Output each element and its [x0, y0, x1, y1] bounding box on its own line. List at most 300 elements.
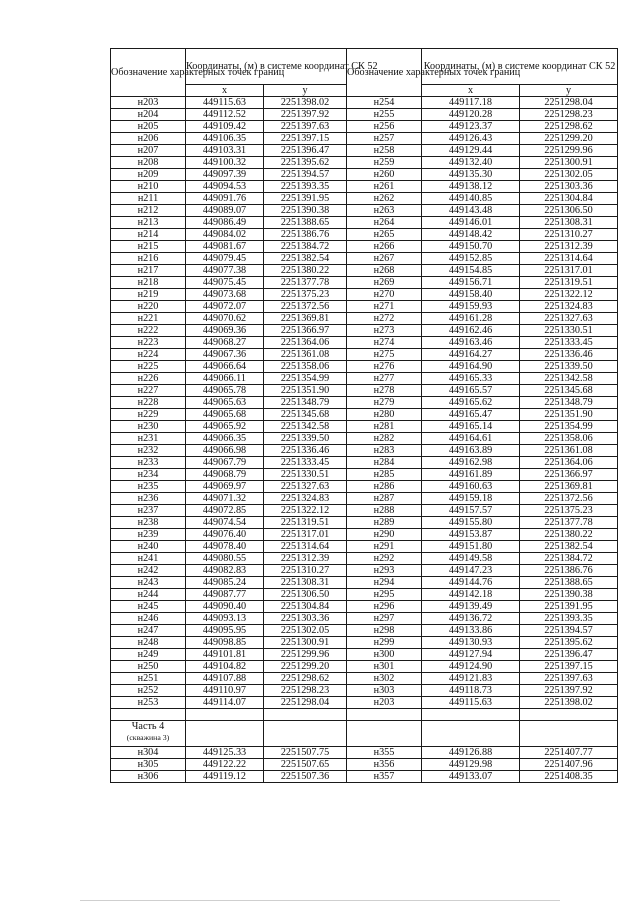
left-point-id: н212: [111, 205, 186, 217]
left-x-value: 449084.02: [186, 229, 264, 241]
left-y-value: 2251397.92: [264, 109, 347, 121]
left-y-value: 2251317.01: [264, 529, 347, 541]
right-y-value: 2251304.84: [520, 193, 618, 205]
left-y-value: 2251358.06: [264, 361, 347, 373]
right-x-value: 449132.40: [422, 157, 520, 169]
left-point-id: н243: [111, 577, 186, 589]
left-x-value: 449080.55: [186, 553, 264, 565]
left-x-value: 449107.88: [186, 673, 264, 685]
right-coords-header: Координаты, (м) в системе координат СК 52: [422, 49, 618, 85]
left-x-value: 449104.82: [186, 661, 264, 673]
right-point-id: н290: [347, 529, 422, 541]
right-y-value: 2251377.78: [520, 517, 618, 529]
right-x-value: 449165.33: [422, 373, 520, 385]
right-point-id: н266: [347, 241, 422, 253]
right-x-value: 449164.27: [422, 349, 520, 361]
left-point-id: н245: [111, 601, 186, 613]
right-y-value: 2251298.23: [520, 109, 618, 121]
right-y-value: 2251330.51: [520, 325, 618, 337]
right-y-value: 2251364.06: [520, 457, 618, 469]
table-row: [111, 253, 618, 265]
left-x-value: 449115.63: [186, 97, 264, 109]
right-y-value: 2251319.51: [520, 277, 618, 289]
right-point-id: н258: [347, 145, 422, 157]
left-x-value: 449114.07: [186, 697, 264, 709]
left-x-value: 449112.52: [186, 109, 264, 121]
left-x-value: 449068.27: [186, 337, 264, 349]
left-y-value: 2251303.36: [264, 613, 347, 625]
left-point-id: н247: [111, 625, 186, 637]
left-point-id: н248: [111, 637, 186, 649]
right-point-id: н297: [347, 613, 422, 625]
right-x-value: 449156.71: [422, 277, 520, 289]
left-y-value: 2251507.36: [264, 771, 347, 783]
right-x-value: 449165.14: [422, 421, 520, 433]
right-point-id: н262: [347, 193, 422, 205]
table-row: [111, 661, 618, 673]
left-y-value: 2251391.95: [264, 193, 347, 205]
table-row: [111, 109, 618, 121]
right-point-id: н268: [347, 265, 422, 277]
right-point-id: н293: [347, 565, 422, 577]
right-y-value: 2251390.38: [520, 589, 618, 601]
right-y-value: 2251388.65: [520, 577, 618, 589]
table-row: [111, 133, 618, 145]
left-point-id: н226: [111, 373, 186, 385]
right-point-id: н292: [347, 553, 422, 565]
right-x-value: 449159.93: [422, 301, 520, 313]
right-y-value: 2251397.63: [520, 673, 618, 685]
right-x-value: 449160.63: [422, 481, 520, 493]
right-x-value: 449133.86: [422, 625, 520, 637]
right-point-id: н298: [347, 625, 422, 637]
left-y-value: 2251298.62: [264, 673, 347, 685]
left-y-value: 2251397.15: [264, 133, 347, 145]
empty-cell: [186, 721, 264, 747]
right-x-value: 449150.70: [422, 241, 520, 253]
left-y-value: 2251372.56: [264, 301, 347, 313]
table-row: [111, 649, 618, 661]
table-row: [111, 481, 618, 493]
right-point-id: н273: [347, 325, 422, 337]
right-point-id: н254: [347, 97, 422, 109]
right-x-value: 449120.28: [422, 109, 520, 121]
left-x-value: 449066.11: [186, 373, 264, 385]
left-y-value: 2251312.39: [264, 553, 347, 565]
right-x-value: 449165.57: [422, 385, 520, 397]
right-point-id: н302: [347, 673, 422, 685]
left-x-value: 449097.39: [186, 169, 264, 181]
right-y-value: 2251393.35: [520, 613, 618, 625]
part-4-label: [111, 721, 186, 747]
right-x-value: 449129.98: [422, 759, 520, 771]
left-y-value: 2251380.22: [264, 265, 347, 277]
left-point-id: н211: [111, 193, 186, 205]
empty-cell: [520, 709, 618, 721]
left-point-id: н240: [111, 541, 186, 553]
left-y-value: 2251319.51: [264, 517, 347, 529]
left-x-value: 449119.12: [186, 771, 264, 783]
right-point-id: н260: [347, 169, 422, 181]
left-point-id: н250: [111, 661, 186, 673]
right-point-id: н289: [347, 517, 422, 529]
left-point-id: н216: [111, 253, 186, 265]
right-point-id: н301: [347, 661, 422, 673]
empty-cell: [264, 721, 347, 747]
part-4-body: [111, 747, 618, 783]
left-x-value: 449086.49: [186, 217, 264, 229]
left-x-value: 449094.53: [186, 181, 264, 193]
left-point-id: н230: [111, 421, 186, 433]
right-point-id: н259: [347, 157, 422, 169]
right-x-value: 449126.43: [422, 133, 520, 145]
table-row: [111, 337, 618, 349]
left-x-value: 449098.85: [186, 637, 264, 649]
left-point-id: н214: [111, 229, 186, 241]
left-y-value: 2251306.50: [264, 589, 347, 601]
part-4-title: Часть 4: [131, 721, 165, 732]
right-x-value: 449162.46: [422, 325, 520, 337]
right-point-id: н275: [347, 349, 422, 361]
right-x-value: 449164.61: [422, 433, 520, 445]
right-y-value: 2251396.47: [520, 649, 618, 661]
left-x-value: 449072.85: [186, 505, 264, 517]
right-point-id: н284: [347, 457, 422, 469]
right-x-value: 449123.37: [422, 121, 520, 133]
right-x-value: 449146.01: [422, 217, 520, 229]
left-x-value: 449100.32: [186, 157, 264, 169]
right-point-id: н271: [347, 301, 422, 313]
left-y-value: 2251298.23: [264, 685, 347, 697]
left-point-id: н215: [111, 241, 186, 253]
left-x-value: 449065.63: [186, 397, 264, 409]
right-y-value: 2251384.72: [520, 553, 618, 565]
left-point-id: н209: [111, 169, 186, 181]
right-point-id: н267: [347, 253, 422, 265]
table-row: [111, 529, 618, 541]
empty-cell: [111, 709, 186, 721]
right-point-id: н257: [347, 133, 422, 145]
left-y-value: 2251324.83: [264, 493, 347, 505]
left-point-id: н219: [111, 289, 186, 301]
right-y-value: 2251333.45: [520, 337, 618, 349]
table-row: [111, 157, 618, 169]
table-row: [111, 759, 618, 771]
left-x-value: 449081.67: [186, 241, 264, 253]
left-x-value: 449076.40: [186, 529, 264, 541]
right-y-value: 2251298.04: [520, 97, 618, 109]
right-y-value: 2251398.02: [520, 697, 618, 709]
left-point-id: н306: [111, 771, 186, 783]
table-row: [111, 685, 618, 697]
right-y-value: 2251324.83: [520, 301, 618, 313]
right-point-id: н256: [347, 121, 422, 133]
left-y-value: 2251390.38: [264, 205, 347, 217]
left-y-value: 2251394.57: [264, 169, 347, 181]
right-point-id: н283: [347, 445, 422, 457]
left-x-value: 449089.07: [186, 205, 264, 217]
right-y-value: 2251299.96: [520, 145, 618, 157]
left-point-id: н304: [111, 747, 186, 759]
left-y-value: 2251386.76: [264, 229, 347, 241]
right-y-value: 2251395.62: [520, 637, 618, 649]
left-point-id: н235: [111, 481, 186, 493]
left-y-value: 2251310.27: [264, 565, 347, 577]
left-point-id: н232: [111, 445, 186, 457]
right-point-id: н276: [347, 361, 422, 373]
right-y-value: 2251386.76: [520, 565, 618, 577]
left-point-id: н249: [111, 649, 186, 661]
left-y-value: 2251375.23: [264, 289, 347, 301]
left-y-value: 2251361.08: [264, 349, 347, 361]
right-point-id: н288: [347, 505, 422, 517]
left-y-value: 2251345.68: [264, 409, 347, 421]
table-row: [111, 229, 618, 241]
right-y-value: 2251358.06: [520, 433, 618, 445]
table-row: [111, 457, 618, 469]
table-row: [111, 469, 618, 481]
right-x-value: 449147.23: [422, 565, 520, 577]
left-point-id: н223: [111, 337, 186, 349]
right-y-value: 2251317.01: [520, 265, 618, 277]
left-x-header: x: [186, 85, 264, 97]
right-point-id: н303: [347, 685, 422, 697]
left-x-value: 449074.54: [186, 517, 264, 529]
left-y-value: 2251348.79: [264, 397, 347, 409]
left-y-value: 2251366.97: [264, 325, 347, 337]
left-x-value: 449067.36: [186, 349, 264, 361]
table-row: [111, 697, 618, 709]
right-point-id: н294: [347, 577, 422, 589]
left-x-value: 449069.97: [186, 481, 264, 493]
right-x-value: 449165.62: [422, 397, 520, 409]
table-row: [111, 771, 618, 783]
right-y-value: 2251366.97: [520, 469, 618, 481]
left-x-value: 449067.79: [186, 457, 264, 469]
left-y-value: 2251330.51: [264, 469, 347, 481]
right-point-header: Обозначение характерных точек границ: [347, 49, 422, 97]
left-x-value: 449071.32: [186, 493, 264, 505]
right-y-value: 2251391.95: [520, 601, 618, 613]
left-x-value: 449091.76: [186, 193, 264, 205]
right-x-value: 449118.73: [422, 685, 520, 697]
left-x-value: 449077.38: [186, 265, 264, 277]
left-point-id: н224: [111, 349, 186, 361]
left-point-id: н305: [111, 759, 186, 771]
right-point-id: н272: [347, 313, 422, 325]
right-x-value: 449130.93: [422, 637, 520, 649]
left-y-value: 2251339.50: [264, 433, 347, 445]
right-x-value: 449115.63: [422, 697, 520, 709]
left-y-value: 2251314.64: [264, 541, 347, 553]
left-y-value: 2251308.31: [264, 577, 347, 589]
left-y-value: 2251322.12: [264, 505, 347, 517]
right-x-value: 449154.85: [422, 265, 520, 277]
left-point-id: н229: [111, 409, 186, 421]
right-x-value: 449135.30: [422, 169, 520, 181]
right-x-value: 449152.85: [422, 253, 520, 265]
right-y-value: 2251407.77: [520, 747, 618, 759]
right-point-id: н269: [347, 277, 422, 289]
left-point-id: н228: [111, 397, 186, 409]
page-bottom-line: [80, 900, 560, 901]
right-y-value: 2251339.50: [520, 361, 618, 373]
right-y-value: 2251298.62: [520, 121, 618, 133]
table-row: [111, 637, 618, 649]
right-y-value: 2251397.92: [520, 685, 618, 697]
table-row: [111, 301, 618, 313]
empty-cell: [422, 721, 520, 747]
right-x-value: 449121.83: [422, 673, 520, 685]
left-point-id: н208: [111, 157, 186, 169]
left-x-value: 449085.24: [186, 577, 264, 589]
right-x-value: 449163.89: [422, 445, 520, 457]
left-point-id: н252: [111, 685, 186, 697]
left-y-value: 2251369.81: [264, 313, 347, 325]
left-point-id: н241: [111, 553, 186, 565]
right-point-id: н285: [347, 469, 422, 481]
coordinates-body: [111, 97, 618, 709]
right-point-id: н356: [347, 759, 422, 771]
right-y-value: 2251380.22: [520, 529, 618, 541]
left-x-value: 449065.68: [186, 409, 264, 421]
left-y-value: 2251388.65: [264, 217, 347, 229]
table-row: [111, 613, 618, 625]
right-y-value: 2251312.39: [520, 241, 618, 253]
right-x-value: 449142.18: [422, 589, 520, 601]
right-y-value: 2251342.58: [520, 373, 618, 385]
table-row: [111, 373, 618, 385]
left-x-value: 449103.31: [186, 145, 264, 157]
right-y-header: y: [520, 85, 618, 97]
right-x-value: 449144.76: [422, 577, 520, 589]
table-row: [111, 747, 618, 759]
right-x-value: 449164.90: [422, 361, 520, 373]
right-x-value: 449157.57: [422, 505, 520, 517]
left-point-id: н236: [111, 493, 186, 505]
left-point-id: н239: [111, 529, 186, 541]
right-y-value: 2251345.68: [520, 385, 618, 397]
left-x-value: 449125.33: [186, 747, 264, 759]
right-point-id: н279: [347, 397, 422, 409]
table-row: [111, 493, 618, 505]
left-x-value: 449068.79: [186, 469, 264, 481]
right-x-value: 449124.90: [422, 661, 520, 673]
left-x-value: 449082.83: [186, 565, 264, 577]
right-y-value: 2251299.20: [520, 133, 618, 145]
right-x-value: 449138.12: [422, 181, 520, 193]
left-y-value: 2251298.04: [264, 697, 347, 709]
right-x-value: 449133.07: [422, 771, 520, 783]
right-point-id: н280: [347, 409, 422, 421]
table-row: [111, 445, 618, 457]
left-y-header: y: [264, 85, 347, 97]
left-point-id: н237: [111, 505, 186, 517]
table-row: [111, 97, 618, 109]
right-x-value: 449148.42: [422, 229, 520, 241]
left-y-value: 2251507.75: [264, 747, 347, 759]
right-x-value: 449161.28: [422, 313, 520, 325]
left-x-value: 449070.62: [186, 313, 264, 325]
right-x-header: x: [422, 85, 520, 97]
table-row: [111, 217, 618, 229]
left-coords-header: Координаты, (м) в системе координат СК 52: [186, 49, 347, 85]
empty-cell: [186, 709, 264, 721]
right-x-value: 449163.46: [422, 337, 520, 349]
right-y-value: 2251308.31: [520, 217, 618, 229]
right-point-id: н299: [347, 637, 422, 649]
left-point-id: н246: [111, 613, 186, 625]
table-row: [111, 121, 618, 133]
table-row: [111, 145, 618, 157]
table-row: [111, 505, 618, 517]
left-y-value: 2251351.90: [264, 385, 347, 397]
right-y-value: 2251397.15: [520, 661, 618, 673]
table-row: [111, 601, 618, 613]
right-point-id: н261: [347, 181, 422, 193]
right-y-value: 2251348.79: [520, 397, 618, 409]
left-point-id: н222: [111, 325, 186, 337]
left-y-value: 2251304.84: [264, 601, 347, 613]
left-point-id: н238: [111, 517, 186, 529]
left-x-value: 449090.40: [186, 601, 264, 613]
left-point-id: н221: [111, 313, 186, 325]
right-x-value: 449162.98: [422, 457, 520, 469]
right-x-value: 449161.89: [422, 469, 520, 481]
right-x-value: 449149.58: [422, 553, 520, 565]
right-x-value: 449126.88: [422, 747, 520, 759]
empty-cell: [520, 721, 618, 747]
left-point-id: н210: [111, 181, 186, 193]
right-y-value: 2251382.54: [520, 541, 618, 553]
right-y-value: 2251369.81: [520, 481, 618, 493]
right-x-value: 449139.49: [422, 601, 520, 613]
left-point-id: н227: [111, 385, 186, 397]
right-point-id: н278: [347, 385, 422, 397]
left-x-value: 449066.35: [186, 433, 264, 445]
table-row: [111, 265, 618, 277]
right-x-value: 449127.94: [422, 649, 520, 661]
separator-section: [111, 709, 618, 747]
right-point-id: н355: [347, 747, 422, 759]
right-point-id: н255: [347, 109, 422, 121]
right-point-id: н291: [347, 541, 422, 553]
right-point-id: н287: [347, 493, 422, 505]
right-y-value: 2251375.23: [520, 505, 618, 517]
left-point-id: н213: [111, 217, 186, 229]
left-y-value: 2251507.65: [264, 759, 347, 771]
table-row: [111, 385, 618, 397]
left-y-value: 2251354.99: [264, 373, 347, 385]
left-point-id: н217: [111, 265, 186, 277]
table-row: [111, 541, 618, 553]
coordinates-table: [110, 48, 618, 783]
right-point-id: н295: [347, 589, 422, 601]
right-x-value: 449129.44: [422, 145, 520, 157]
empty-cell: [422, 709, 520, 721]
right-y-value: 2251394.57: [520, 625, 618, 637]
left-x-value: 449106.35: [186, 133, 264, 145]
left-y-value: 2251299.96: [264, 649, 347, 661]
left-y-value: 2251336.46: [264, 445, 347, 457]
left-point-id: н206: [111, 133, 186, 145]
right-point-id: н265: [347, 229, 422, 241]
left-y-value: 2251364.06: [264, 337, 347, 349]
table-row: [111, 313, 618, 325]
left-x-value: 449093.13: [186, 613, 264, 625]
table-row: [111, 577, 618, 589]
right-point-id: н277: [347, 373, 422, 385]
